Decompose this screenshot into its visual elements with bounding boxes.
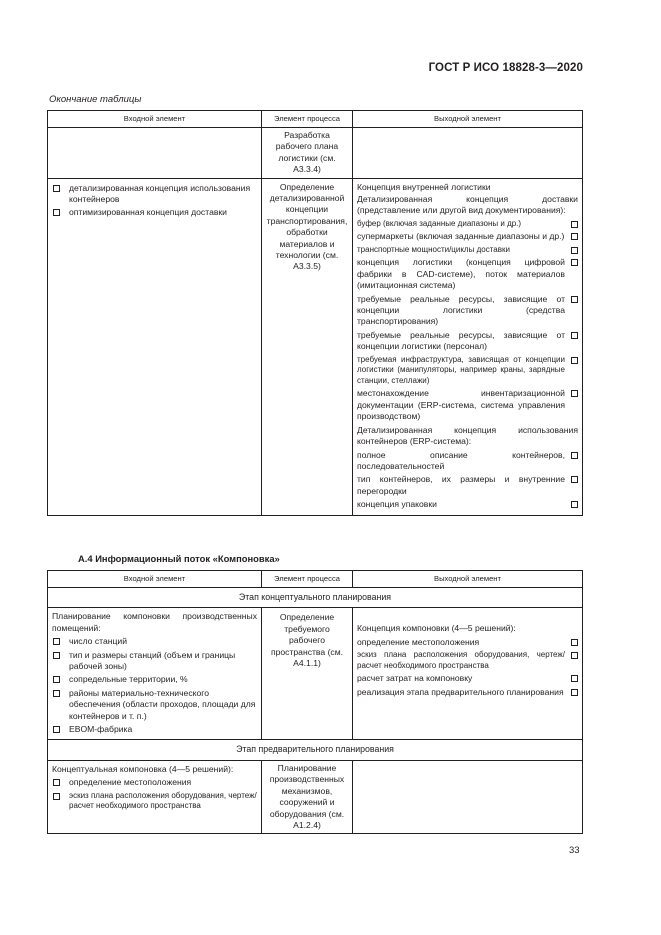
list-item-text: местонахождение инвентаризационной документации (ERP-система, система управления производством) [357, 388, 565, 422]
section-title: А.4 Информационный поток «Компоновка» [78, 553, 280, 564]
list-item-text: концепция логистики (концепция цифровой фабрики в CAD-системе), поток материалов (имитационная система) [357, 257, 565, 291]
output-title: Концепция компоновки (4—5 решений): [357, 623, 516, 634]
checkbox-icon [53, 185, 60, 192]
table-row [48, 760, 583, 833]
list-item [357, 450, 578, 473]
list-item-text: тип контейнеров, их размеры и внутренние перегородки [357, 474, 565, 496]
col-header-input: Входной элемент [48, 111, 262, 128]
process-cell: Определение детализированной концепции транспортирования, обработки материалов и технологии (см. А3.3.5) [262, 178, 353, 515]
list-item-text: детализированная концепция использования контейнеров [69, 182, 251, 205]
input-intro: Планирование компоновки производственных помещений: [52, 611, 257, 633]
list-item-text: EBOM-фабрика [69, 724, 133, 735]
checkbox-icon [571, 476, 578, 483]
checkbox-icon [53, 652, 60, 659]
list-item [357, 294, 578, 328]
checkbox-icon [571, 639, 578, 646]
table-row [48, 608, 583, 740]
checkbox-icon [571, 221, 578, 228]
list-item [52, 777, 257, 788]
checkbox-icon [53, 690, 60, 697]
list-item [52, 183, 257, 206]
list-item [357, 219, 578, 230]
list-item-text: определение местоположения [69, 777, 192, 788]
page-number: 33 [569, 845, 580, 856]
output-cell [353, 128, 583, 179]
output-cell [353, 760, 583, 833]
checkbox-icon [53, 779, 60, 786]
checkbox-icon [53, 793, 60, 800]
input-cell [48, 128, 262, 179]
input-cell [48, 178, 262, 515]
list-item-text: определение местоположения [357, 636, 480, 647]
list-item-text: сопредельные территории, % [69, 674, 188, 685]
list-item [357, 330, 578, 353]
checkbox-icon [571, 689, 578, 696]
stage-title: Этап концептуального планирования [48, 588, 583, 608]
table-ending-label: Окончание таблицы [49, 94, 142, 105]
table-logistics [47, 110, 583, 516]
list-item [52, 207, 257, 218]
list-item [52, 724, 257, 735]
output-cell [353, 608, 583, 740]
list-item-text: расчет затрат на компоновку [357, 673, 473, 684]
list-item [357, 474, 578, 497]
list-item [357, 650, 578, 671]
list-item [52, 674, 257, 685]
list-item [52, 791, 257, 812]
list-item [357, 637, 578, 648]
list-item-text: тип и размеры станций (объем и границы рабочей зоны) [69, 649, 236, 672]
list-item [357, 388, 578, 422]
stage-row [48, 588, 583, 608]
table-header-row [48, 111, 583, 128]
col-header-input: Входной элемент [48, 571, 262, 588]
document-code: ГОСТ Р ИСО 18828-3—2020 [428, 62, 583, 74]
col-header-output: Выходной элемент [353, 111, 583, 128]
list-item [357, 231, 578, 242]
list-item-text: требуемая инфраструктура, зависящая от концепции логистики (манипуляторы, например краны, зарядные станции, стеллажи) [357, 354, 565, 385]
col-header-output: Выходной элемент [353, 571, 583, 588]
process-cell: Определение требуемого рабочего пространства (см. А4.1.1) [262, 608, 353, 740]
list-item-text: требуемые реальные ресурсы, зависящие от концепции логистики (средства транспортирования) [357, 293, 565, 327]
stage-row [48, 740, 583, 760]
table-row [48, 128, 583, 179]
list-item [52, 688, 257, 722]
input-cell [48, 608, 262, 740]
col-header-process: Элемент процесса [262, 571, 353, 588]
checkbox-icon [53, 726, 60, 733]
table-header-row [48, 571, 583, 588]
list-item [357, 499, 578, 510]
list-item [357, 687, 578, 698]
checkbox-icon [571, 332, 578, 339]
checkbox-icon [571, 452, 578, 459]
checkbox-icon [571, 259, 578, 266]
list-item-text: число станций [69, 636, 128, 647]
list-item [357, 257, 578, 291]
list-item-text: требуемые реальные ресурсы, зависящие от концепции логистики (персонал) [357, 329, 565, 352]
checkbox-icon [571, 501, 578, 508]
list-item-text: концепция упаковки [357, 499, 437, 510]
output-cell [353, 178, 583, 515]
col-header-process: Элемент процесса [262, 111, 353, 128]
list-item [357, 673, 578, 684]
list-item-text: реализация этапа предварительного планирования [357, 686, 564, 697]
list-item-text: районы материально-технического обеспечения (области проходов, площади для контейнеров и т. п.) [69, 687, 256, 721]
list-item-text: оптимизированная концепция доставки [69, 207, 227, 218]
table-layout [47, 570, 583, 834]
checkbox-icon [53, 638, 60, 645]
list-item-text: транспортные мощности/циклы доставки [357, 244, 510, 254]
checkbox-icon [571, 296, 578, 303]
output-subtitle: Детализированная концепция доставки (представление или другой вид документирования): [357, 194, 578, 216]
list-item-text: полное описание контейнеров, последовательностей [357, 449, 565, 471]
checkbox-icon [571, 247, 578, 254]
checkbox-icon [571, 652, 578, 659]
input-intro: Концептуальная компоновка (4—5 решений): [52, 763, 234, 774]
list-item-text: буфер (включая заданные диапазоны и др.) [357, 218, 522, 228]
checkbox-icon [571, 390, 578, 397]
process-cell: Планирование производственных механизмов, сооружений и оборудования (см. А1.2.4) [262, 760, 353, 833]
output-subtitle: Детализированная концепция использования контейнеров (ERP-система): [357, 424, 578, 447]
list-item [52, 650, 257, 673]
checkbox-icon [53, 676, 60, 683]
output-title: Концепция внутренней логистики [357, 181, 491, 192]
checkbox-icon [571, 675, 578, 682]
list-item-text: эскиз плана расположения оборудования, чертеж/расчет необходимого пространства [357, 650, 565, 670]
table-row [48, 178, 583, 515]
list-item [357, 245, 578, 256]
checkbox-icon [571, 233, 578, 240]
list-item [357, 355, 578, 387]
list-item [52, 636, 257, 647]
list-item-text: супермаркеты (включая заданные диапазоны и др.) [357, 231, 565, 242]
input-cell [48, 760, 262, 833]
checkbox-icon [571, 357, 578, 364]
process-cell: Разработка рабочего плана логистики (см. А3.3.4) [262, 128, 353, 179]
checkbox-icon [53, 209, 60, 216]
list-item-text: эскиз плана расположения оборудования, чертеж/расчет необходимого пространства [69, 790, 257, 811]
stage-title: Этап предварительного планирования [48, 740, 583, 760]
